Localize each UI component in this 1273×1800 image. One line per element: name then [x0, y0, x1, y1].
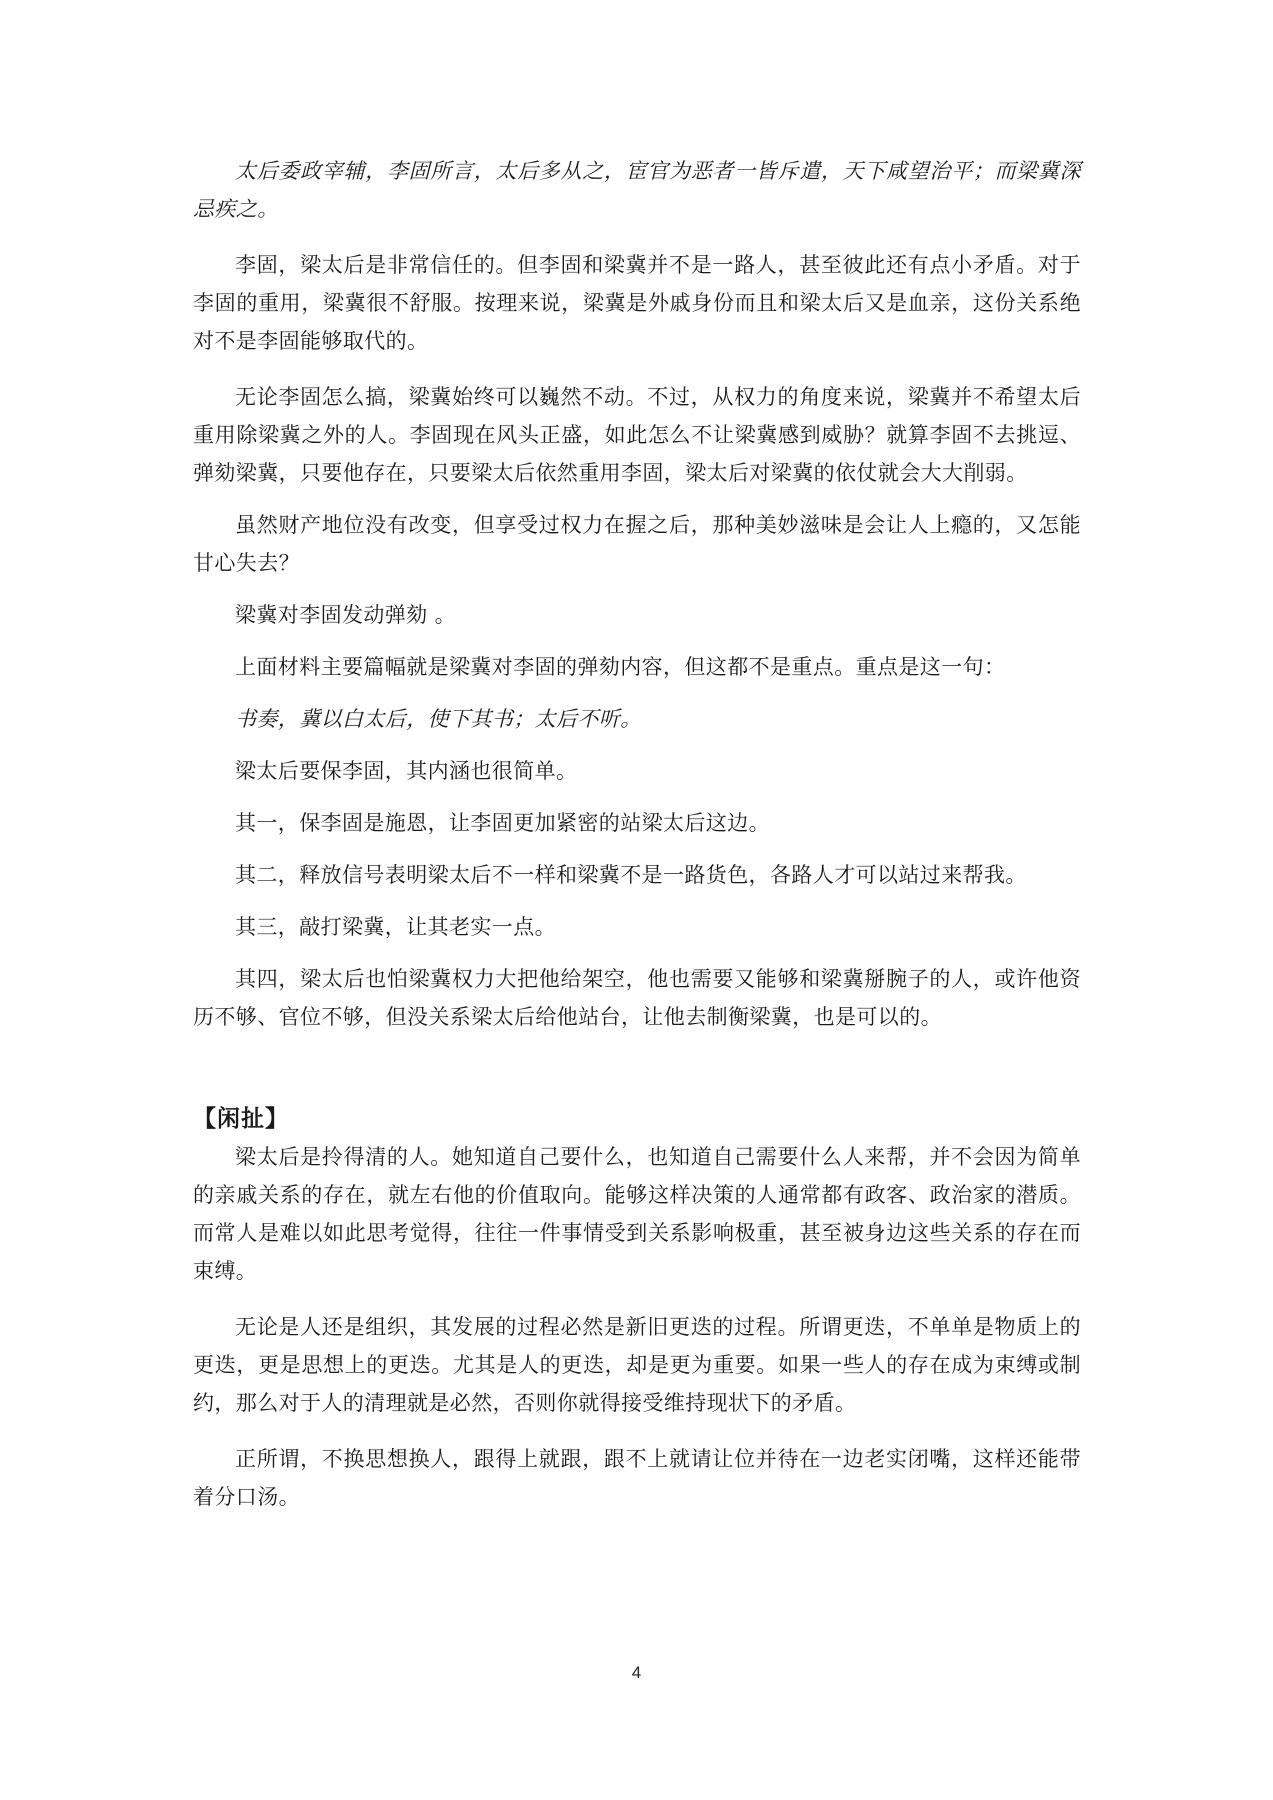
- body-paragraph: 上面材料主要篇幅就是梁冀对李固的弹劾内容，但这都不是重点。重点是这一句：: [235, 655, 1006, 679]
- body-paragraph: 虽然财产地位没有改变，但享受过权力在握之后，那种美妙滋味是会让人上瘾的，又怎能甘心失去？: [193, 513, 1081, 575]
- classical-quote-paragraph: 太后委政宰辅，李固所言，太后多从之，宦官为恶者一皆斥遣，天下咸望治平；而梁冀深忌疾之。: [193, 159, 1081, 221]
- body-paragraph: 正所谓，不换思想换人，跟得上就跟，跟不上就请让位并待在一边老实闭嘴，这样还能带着分口汤。: [193, 1447, 1081, 1509]
- body-paragraph: 其一，保李固是施恩，让李固更加紧密的站梁太后这边。: [235, 811, 770, 835]
- body-paragraph: 梁冀对李固发动弹劾 。: [235, 603, 457, 627]
- classical-quote-paragraph: 书奏，冀以白太后，使下其书；太后不听。: [235, 707, 642, 731]
- body-paragraph: 其三，敲打梁冀，让其老实一点。: [235, 915, 556, 939]
- body-paragraph: 其四，梁太后也怕梁冀权力大把他给架空，他也需要又能够和梁冀掰腕子的人，或许他资历不够、官位不够，但没关系梁太后给他站台，让他去制衡梁冀，也是可以的。: [193, 967, 1081, 1029]
- body-paragraph: 李固，梁太后是非常信任的。但李固和梁冀并不是一路人，甚至彼此还有点小矛盾。对于李固的重用，梁冀很不舒服。按理来说，梁冀是外戚身份而且和梁太后又是血亲，这份关系绝对不是李固能够取代的。: [193, 253, 1081, 353]
- body-paragraph: 梁太后要保李固，其内涵也很简单。: [235, 759, 578, 783]
- body-paragraph: 无论是人还是组织，其发展的过程必然是新旧更迭的过程。所谓更迭，不单单是物质上的更迭，更是思想上的更迭。尤其是人的更迭，却是更为重要。如果一些人的存在成为束缚或制约，那么对于人的清理就是必然，否则你就得接受维持现状下的矛盾。: [193, 1315, 1081, 1415]
- body-paragraph: 无论李固怎么搞，梁冀始终可以巍然不动。不过，从权力的角度来说，梁冀并不希望太后重用除梁冀之外的人。李固现在风头正盛，如此怎么不让梁冀感到威胁？就算李固不去挑逗、弹劾梁冀，只要他存在，只要梁太后依然重用李固，梁太后对梁冀的依仗就会大大削弱。: [193, 385, 1081, 485]
- page-number: 4: [631, 1663, 642, 1682]
- page-body: [193, 152, 1081, 1516]
- body-paragraph: 其二，释放信号表明梁太后不一样和梁冀不是一路货色，各路人才可以站过来帮我。: [235, 863, 1027, 887]
- section-heading: 【闲扯】: [193, 1106, 289, 1132]
- body-paragraph: 梁太后是拎得清的人。她知道自己要什么，也知道自己需要什么人来帮，并不会因为简单的亲戚关系的存在，就左右他的价值取向。能够这样决策的人通常都有政客、政治家的潜质。而常人是难以如此思考觉得，往往一件事情受到关系影响极重，甚至被身边这些关系的存在而束缚。: [193, 1145, 1081, 1283]
